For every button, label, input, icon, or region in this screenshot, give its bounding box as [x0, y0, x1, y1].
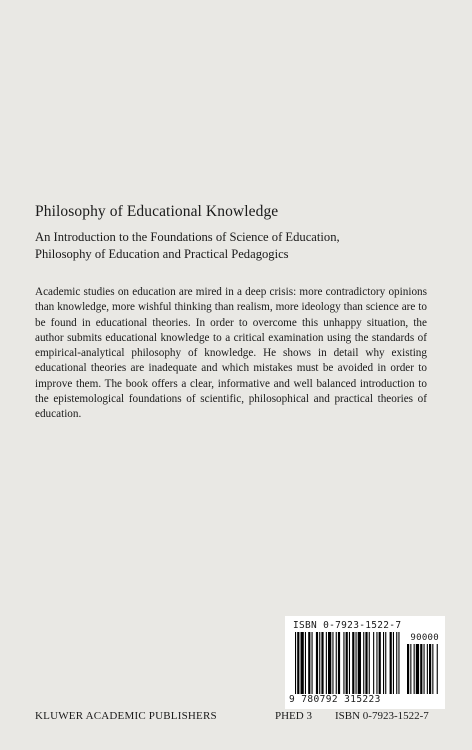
barcode-bars	[289, 632, 443, 696]
book-subtitle	[35, 229, 435, 263]
subtitle-line: An Introduction to the Foundations of Science of Education,	[35, 230, 340, 244]
barcode-addon-number: 90000	[410, 633, 439, 643]
footer-isbn: ISBN 0-7923-1522-7	[335, 710, 429, 722]
footer-series-code: PHED 3	[275, 710, 312, 722]
footer-publisher: KLUWER ACADEMIC PUBLISHERS	[35, 710, 217, 722]
subtitle-line: Philosophy of Education and Practical Pedagogics	[35, 247, 289, 261]
book-description: Academic studies on education are mired in a deep crisis: more contradictory opinions than knowledge, more wishful thinking than realism, more ideology than science are to be found in educational theories. In order to overcome this unhappy situation, the author submits educational knowledge to a critical examination using the standards of empirical-analytical philosophy of knowledge. He shows in detail why existing educational theories are inadequate and which mistakes must be avoided in order to improve them. The book offers a clear, informative and well balanced introduction to the epistemological foundations of scientific, philosophical and practical theories of education.	[35, 286, 427, 421]
barcode-isbn-label: ISBN 0-7923-1522-7	[293, 620, 402, 631]
book-title: Philosophy of Educational Knowledge	[35, 203, 279, 220]
barcode-ean-number: 9 780792 315223	[289, 694, 381, 705]
barcode-box	[285, 616, 445, 709]
